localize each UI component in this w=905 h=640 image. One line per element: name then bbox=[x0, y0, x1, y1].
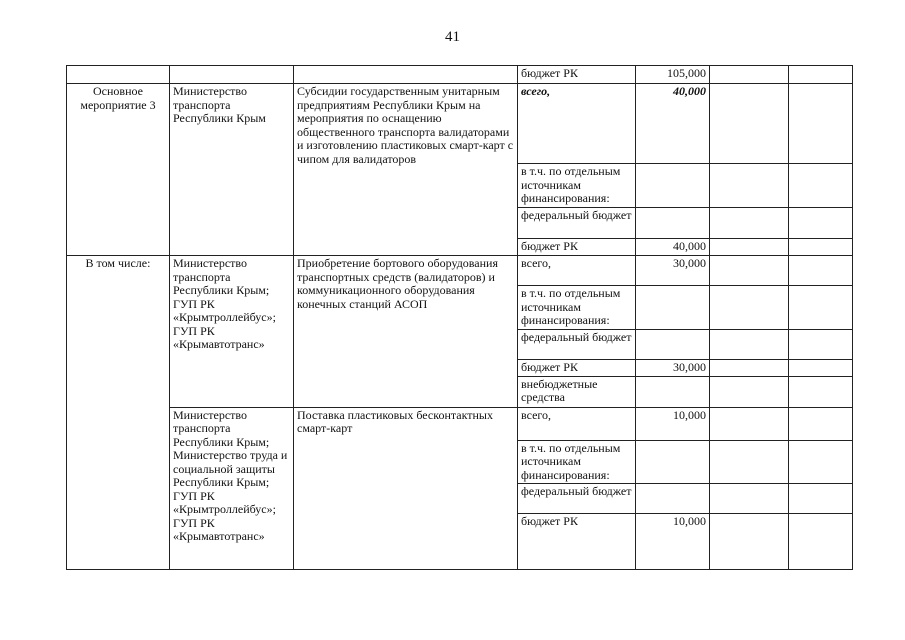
cell-empty bbox=[789, 208, 853, 239]
cell-empty bbox=[789, 440, 853, 484]
cell-amount bbox=[636, 329, 710, 359]
cell-empty bbox=[789, 329, 853, 359]
cell-source: бюджет РК bbox=[518, 359, 636, 376]
cell-source: всего, bbox=[518, 407, 636, 440]
cell-empty bbox=[789, 514, 853, 570]
cell-source: в т.ч. по отдельным источникам финансирования: bbox=[518, 164, 636, 208]
cell-amount: 10,000 bbox=[636, 514, 710, 570]
cell-amount bbox=[636, 208, 710, 239]
cell-empty bbox=[710, 407, 789, 440]
page-number: 41 bbox=[445, 29, 460, 45]
cell-amount bbox=[636, 440, 710, 484]
cell-empty bbox=[710, 66, 789, 84]
including-label: В том числе: bbox=[67, 256, 170, 570]
sub1-description: Приобретение бортового оборудования транспортных средств (валидаторов) и коммуникационного оборудования конечных станций АСОП bbox=[294, 256, 518, 408]
cell-empty bbox=[710, 256, 789, 286]
cell-empty bbox=[710, 514, 789, 570]
cell-empty bbox=[789, 256, 853, 286]
cell-empty bbox=[710, 329, 789, 359]
table-row bbox=[67, 256, 853, 286]
activity-name: Основное мероприятие 3 bbox=[67, 84, 170, 256]
cell-amount: 30,000 bbox=[636, 359, 710, 376]
sub2-description: Поставка пластиковых бесконтактных смарт-карт bbox=[294, 407, 518, 570]
cell-empty bbox=[170, 66, 294, 84]
cell-empty bbox=[67, 66, 170, 84]
cell-amount bbox=[636, 376, 710, 407]
cell-source: в т.ч. по отдельным источникам финансирования: bbox=[518, 440, 636, 484]
cell-source: бюджет РК bbox=[518, 66, 636, 84]
cell-source: в т.ч. по отдельным источникам финансирования: bbox=[518, 286, 636, 330]
cell-empty bbox=[789, 286, 853, 330]
cell-empty bbox=[789, 164, 853, 208]
cell-source: федеральный бюджет bbox=[518, 208, 636, 239]
table-row bbox=[67, 66, 853, 84]
cell-empty bbox=[789, 66, 853, 84]
sub1-executor: Министерство транспорта Республики Крым; ГУП РК «Крымтроллейбус»; ГУП РК «Крымавтотранс» bbox=[170, 256, 294, 408]
cell-empty bbox=[710, 164, 789, 208]
cell-source: бюджет РК bbox=[518, 514, 636, 570]
cell-source: бюджет РК bbox=[518, 239, 636, 256]
cell-empty bbox=[710, 376, 789, 407]
cell-empty bbox=[789, 376, 853, 407]
cell-amount: 105,000 bbox=[636, 66, 710, 84]
cell-empty bbox=[710, 440, 789, 484]
cell-amount bbox=[636, 164, 710, 208]
cell-empty bbox=[710, 484, 789, 514]
cell-empty bbox=[710, 239, 789, 256]
cell-empty bbox=[789, 484, 853, 514]
program-table bbox=[66, 65, 853, 570]
cell-source: всего, bbox=[518, 84, 636, 164]
table-row bbox=[67, 407, 853, 440]
activity-description: Субсидии государственным унитарным предприятиям Республики Крым на мероприятия по оснащению общественного транспорта валидаторами и изготовлению пластиковых смарт-карт с чипом для валидаторов bbox=[294, 84, 518, 256]
cell-source: внебюджетные средства bbox=[518, 376, 636, 407]
cell-amount bbox=[636, 484, 710, 514]
cell-amount: 10,000 bbox=[636, 407, 710, 440]
cell-amount bbox=[636, 286, 710, 330]
sub2-executor: Министерство транспорта Республики Крым; Министерство труда и социальной защиты Республики Крым; ГУП РК «Крымтроллейбус»; ГУП РК «Крымавтотранс» bbox=[170, 407, 294, 570]
cell-empty bbox=[789, 407, 853, 440]
cell-source: всего, bbox=[518, 256, 636, 286]
cell-amount: 40,000 bbox=[636, 239, 710, 256]
cell-amount: 40,000 bbox=[636, 84, 710, 164]
cell-empty bbox=[789, 359, 853, 376]
activity-executor: Министерство транспорта Республики Крым bbox=[170, 84, 294, 256]
cell-empty bbox=[789, 84, 853, 164]
cell-amount: 30,000 bbox=[636, 256, 710, 286]
cell-empty bbox=[294, 66, 518, 84]
cell-empty bbox=[710, 84, 789, 164]
cell-source: федеральный бюджет bbox=[518, 329, 636, 359]
cell-empty bbox=[710, 286, 789, 330]
cell-empty bbox=[710, 359, 789, 376]
cell-source: федеральный бюджет bbox=[518, 484, 636, 514]
cell-empty bbox=[789, 239, 853, 256]
table-row bbox=[67, 84, 853, 164]
cell-empty bbox=[710, 208, 789, 239]
